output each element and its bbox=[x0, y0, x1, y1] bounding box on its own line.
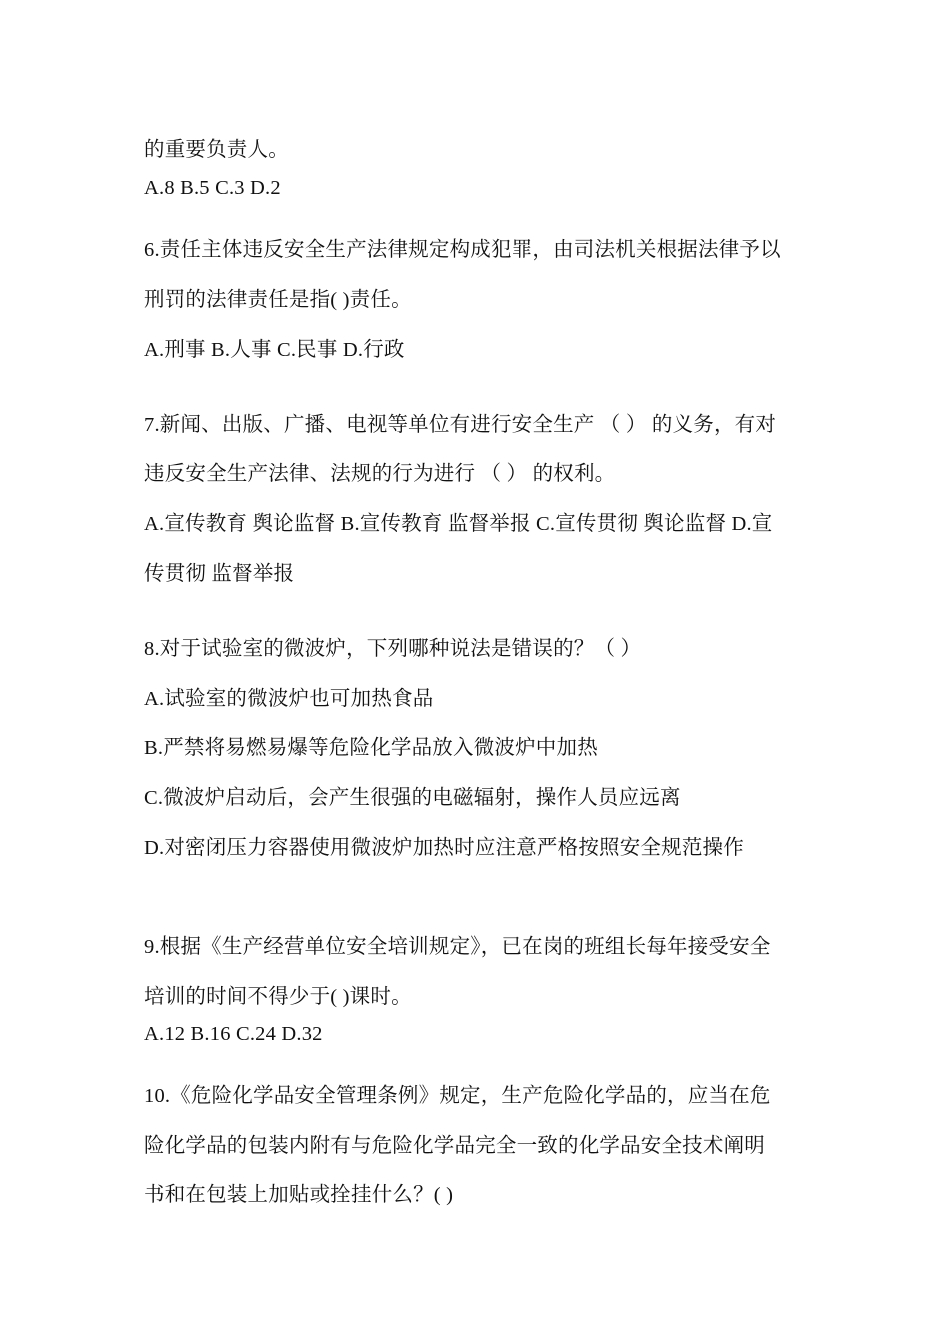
question-8-text: 8.对于试验室的微波炉，下列哪种说法是错误的？（ ） bbox=[144, 638, 642, 660]
question-8-option-c: C.微波炉启动后，会产生很强的电磁辐射，操作人员应远离 bbox=[144, 787, 681, 809]
question-7-text-line-1: 7.新闻、出版、广播、电视等单位有进行安全生产 （ ） 的义务，有对 bbox=[144, 414, 777, 436]
question-9-options: A.12 B.16 C.24 D.32 bbox=[144, 1023, 323, 1045]
question-9-text-line-1: 9.根据《生产经营单位安全培训规定》，已在岗的班组长每年接受安全 bbox=[144, 936, 771, 958]
question-7-options-line-2: 传贯彻 监督举报 bbox=[144, 563, 295, 585]
question-6-options: A.刑事 B.人事 C.民事 D.行政 bbox=[144, 339, 405, 361]
question-6-text-line-2: 刑罚的法律责任是指( )责任。 bbox=[144, 289, 412, 311]
question-8-option-a: A.试验室的微波炉也可加热食品 bbox=[144, 688, 434, 710]
question-7-options-line-1: A.宣传教育 舆论监督 B.宣传教育 监督举报 C.宣传贯彻 舆论监督 D.宣 bbox=[144, 513, 773, 535]
question-8-option-d: D.对密闭压力容器使用微波炉加热时应注意严格按照安全规范操作 bbox=[144, 837, 744, 859]
question-7-text-line-2: 违反安全生产法律、法规的行为进行 （ ） 的权利。 bbox=[144, 463, 616, 485]
question-9-text-line-2: 培训的时间不得少于( )课时。 bbox=[144, 986, 412, 1008]
question-6-text-line-1: 6.责任主体违反安全生产法律规定构成犯罪，由司法机关根据法律予以 bbox=[144, 239, 781, 261]
question-10-text-line-2: 险化学品的包装内附有与危险化学品完全一致的化学品安全技术阐明 bbox=[144, 1135, 765, 1157]
question-5-text-tail: 的重要负责人。 bbox=[144, 139, 289, 161]
question-10-text-line-1: 10.《危险化学品安全管理条例》规定，生产危险化学品的，应当在危 bbox=[144, 1085, 771, 1107]
question-10-text-line-3: 书和在包装上加贴或拴挂什么？( ) bbox=[144, 1184, 454, 1206]
question-5-options: A.8 B.5 C.3 D.2 bbox=[144, 177, 281, 199]
question-8-option-b: B.严禁将易燃易爆等危险化学品放入微波炉中加热 bbox=[144, 737, 598, 759]
